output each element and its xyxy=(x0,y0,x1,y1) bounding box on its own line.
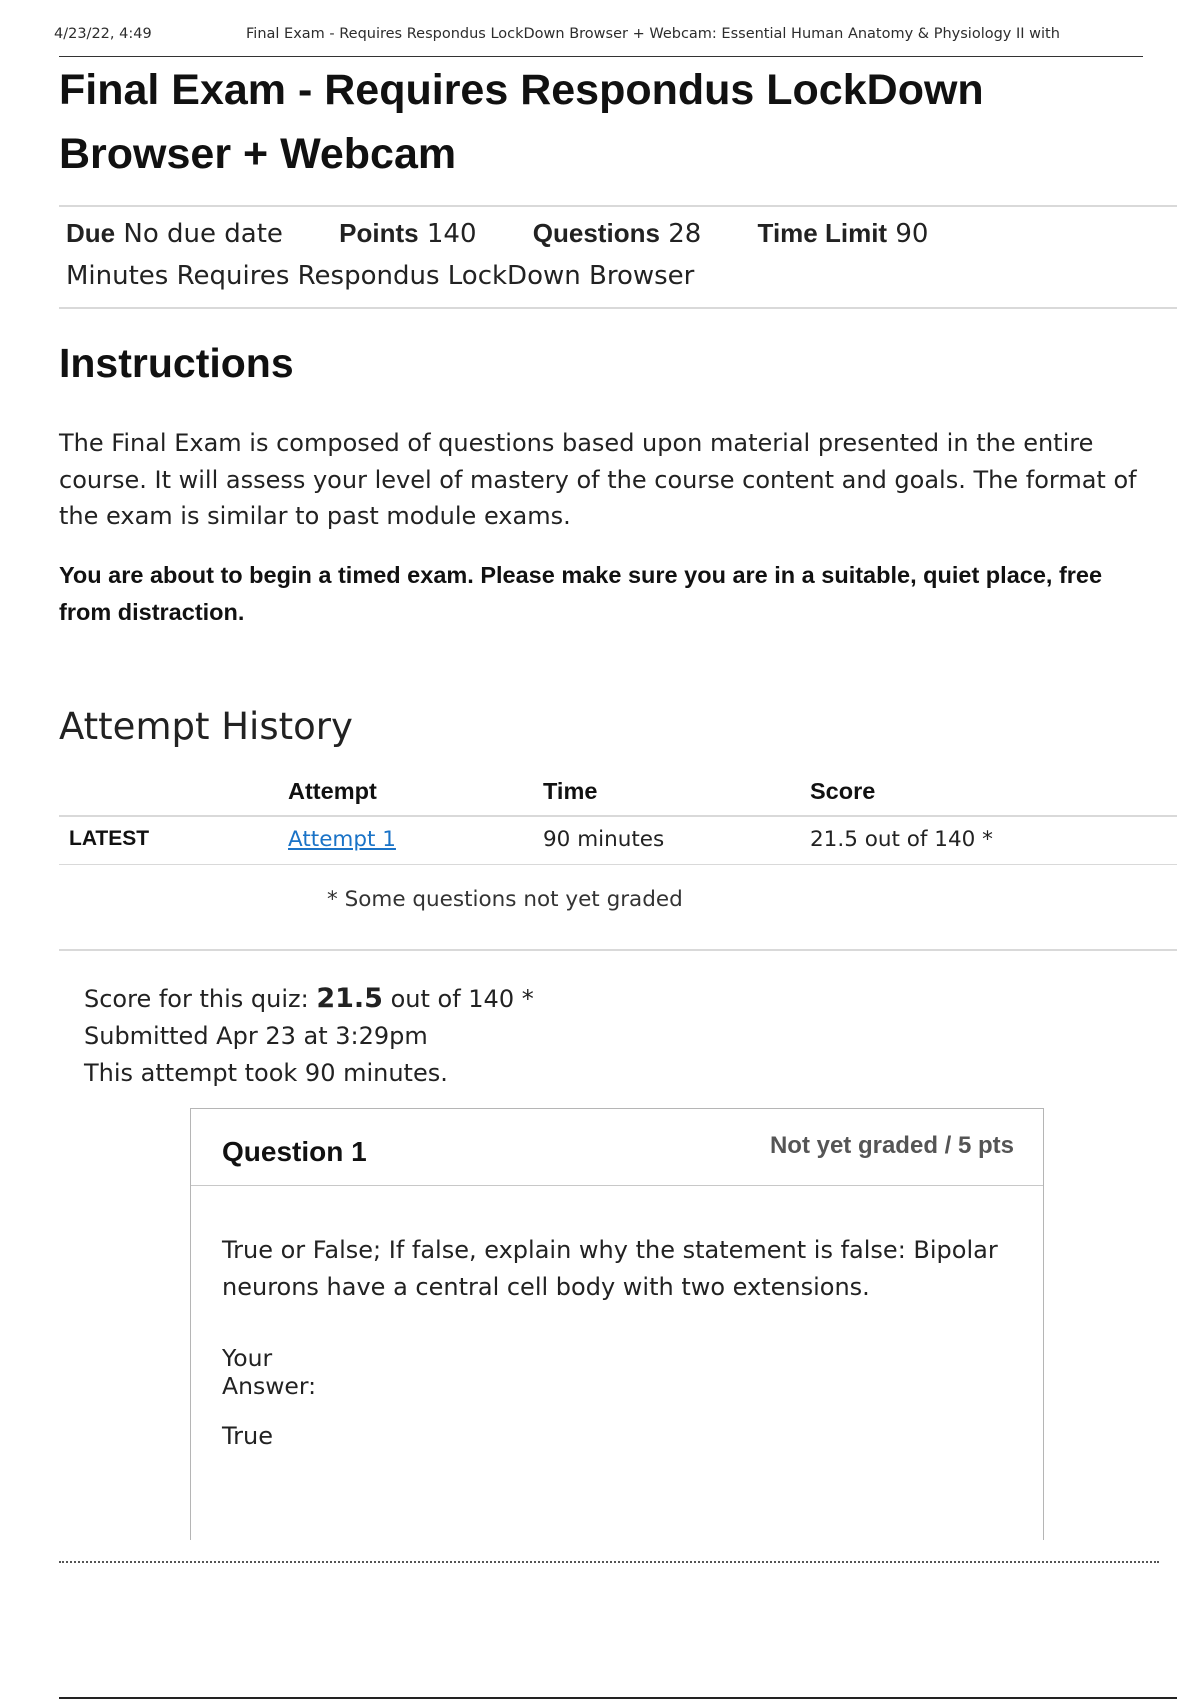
instructions-heading: Instructions xyxy=(59,340,294,386)
details-bottom-divider xyxy=(59,307,1177,309)
questions-label: Questions xyxy=(532,218,660,248)
question-text: True or False; If false, explain why the statement is false: Bipolar neurons have a central cell body with two extensions. xyxy=(222,1236,998,1301)
time-limit-label: Time Limit xyxy=(757,218,888,248)
due-label: Due xyxy=(66,218,116,248)
header-divider xyxy=(59,56,1143,57)
score-summary xyxy=(84,980,784,1092)
details-top-divider xyxy=(59,205,1177,207)
attempt-duration: This attempt took 90 minutes. xyxy=(84,1059,448,1087)
points-label: Points xyxy=(339,218,419,248)
attempt-score: 21.5 out of 140 * xyxy=(810,827,993,852)
attempt-time: 90 minutes xyxy=(543,827,665,852)
question-header xyxy=(191,1109,1043,1186)
question-title: Question 1 xyxy=(222,1136,367,1167)
latest-label: LATEST xyxy=(69,827,150,850)
score-prefix: Score for this quiz: xyxy=(84,985,317,1013)
not-graded-footnote: * Some questions not yet graded xyxy=(327,887,683,912)
questions-value: 28 xyxy=(668,219,702,249)
submitted-time: Submitted Apr 23 at 3:29pm xyxy=(84,1022,428,1050)
bottom-divider xyxy=(59,1697,1177,1699)
timed-exam-warning: You are about to begin a timed exam. Please make sure you are in a suitable, quiet place, free from distraction. xyxy=(59,562,1103,625)
print-page-title: Final Exam - Requires Respondus LockDown Browser + Webcam: Essential Human Anatomy & Physiology II with xyxy=(246,26,1060,42)
column-header-score: Score xyxy=(810,778,876,804)
column-header-time: Time xyxy=(543,778,598,804)
attempt-1-link[interactable]: Attempt 1 xyxy=(288,827,396,852)
page-cut-line xyxy=(59,1561,1159,1567)
print-date: 4/23/22, 4:49 xyxy=(54,26,152,42)
page-title: Final Exam - Requires Respondus LockDown Browser + Webcam xyxy=(59,66,984,178)
attempt-history-heading: Attempt History xyxy=(59,705,353,748)
due-value: No due date xyxy=(123,219,283,249)
quiz-details xyxy=(66,212,1126,297)
table-header-divider xyxy=(59,815,1177,817)
instructions-text: The Final Exam is composed of questions based upon material presented in the entire course. It will assess your level of mastery of the course content and goals. The format of the exam is similar to past module exams. xyxy=(59,429,1137,530)
points-value: 140 xyxy=(426,219,477,249)
your-answer-label: Your Answer: xyxy=(222,1344,317,1400)
score-suffix: out of 140 * xyxy=(382,985,534,1013)
time-limit-rest: Minutes Requires Respondus LockDown Browser xyxy=(66,261,695,291)
table-row-divider xyxy=(59,864,1177,865)
section-divider xyxy=(59,949,1177,951)
score-value: 21.5 xyxy=(316,983,383,1014)
column-header-attempt: Attempt xyxy=(288,778,377,804)
question-status: Not yet graded / 5 pts xyxy=(769,1132,1014,1159)
question-card xyxy=(190,1108,1044,1540)
answer-value: True xyxy=(222,1422,273,1450)
time-limit-value: 90 xyxy=(895,219,929,249)
